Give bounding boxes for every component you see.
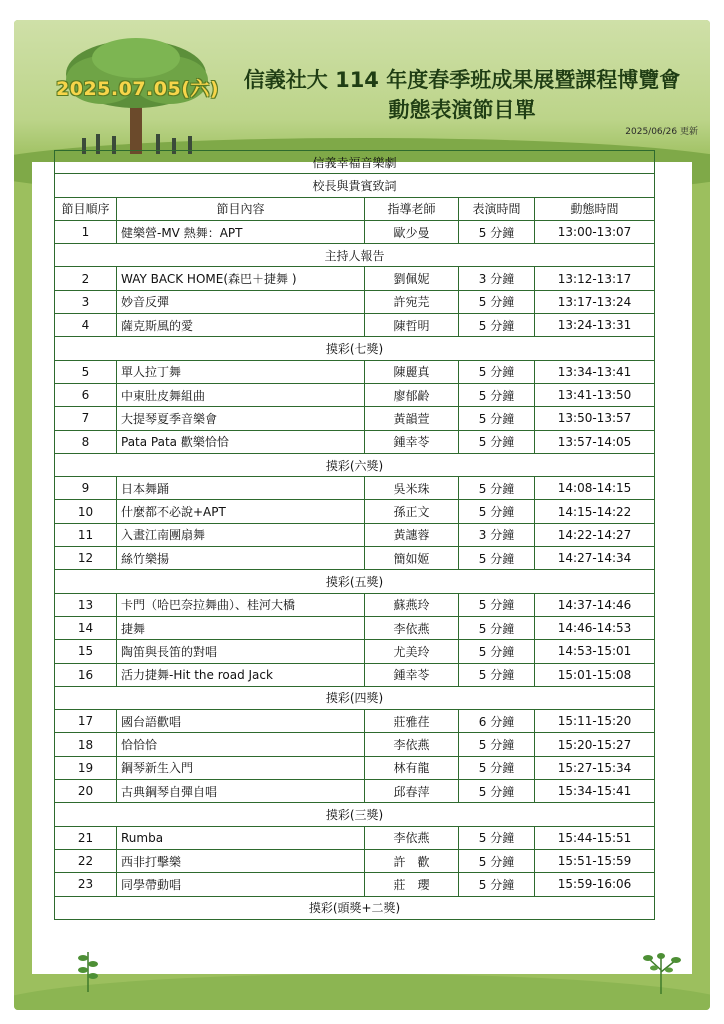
program-no: 15 <box>55 640 117 663</box>
program-duration: 5 分鐘 <box>459 616 535 639</box>
header-program: 節目內容 <box>117 197 365 220</box>
program-duration: 5 分鐘 <box>459 383 535 406</box>
program-no: 1 <box>55 220 117 243</box>
program-duration: 5 分鐘 <box>459 593 535 616</box>
header-no: 節目順序 <box>55 197 117 220</box>
table-row <box>55 360 655 383</box>
intro-opening-row <box>55 151 655 174</box>
program-time: 13:50-13:57 <box>535 407 655 430</box>
raffle-section-row <box>55 570 655 593</box>
program-time: 13:57-14:05 <box>535 430 655 453</box>
program-teacher: 邱春萍 <box>365 780 459 803</box>
program-name: 妙音反彈 <box>117 290 365 313</box>
program-teacher: 李依燕 <box>365 616 459 639</box>
program-no: 5 <box>55 360 117 383</box>
program-teacher: 劉佩妮 <box>365 267 459 290</box>
program-duration: 3 分鐘 <box>459 523 535 546</box>
program-schedule-table <box>54 150 655 920</box>
program-duration: 5 分鐘 <box>459 290 535 313</box>
program-name: 西非打擊樂 <box>117 849 365 872</box>
program-time: 14:53-15:01 <box>535 640 655 663</box>
program-teacher: 許宛芫 <box>365 290 459 313</box>
program-duration: 5 分鐘 <box>459 547 535 570</box>
raffle-section-row <box>55 337 655 360</box>
host-report-row <box>55 244 655 267</box>
program-teacher: 林有龍 <box>365 756 459 779</box>
program-duration: 5 分鐘 <box>459 663 535 686</box>
header-duration: 表演時間 <box>459 197 535 220</box>
program-time: 15:59-16:06 <box>535 873 655 896</box>
program-duration: 5 分鐘 <box>459 430 535 453</box>
program-no: 23 <box>55 873 117 896</box>
program-teacher: 簡如姬 <box>365 547 459 570</box>
program-no: 16 <box>55 663 117 686</box>
program-time: 13:24-13:31 <box>535 314 655 337</box>
program-name: 日本舞踊 <box>117 477 365 500</box>
program-no: 4 <box>55 314 117 337</box>
program-no: 13 <box>55 593 117 616</box>
column-header-row <box>55 197 655 220</box>
program-no: 7 <box>55 407 117 430</box>
program-duration: 5 分鐘 <box>459 756 535 779</box>
program-name: 陶笛與長笛的對唱 <box>117 640 365 663</box>
program-duration: 5 分鐘 <box>459 780 535 803</box>
program-time: 14:15-14:22 <box>535 500 655 523</box>
program-name: 古典鋼琴自彈自唱 <box>117 780 365 803</box>
table-row <box>55 780 655 803</box>
date-badge: 2025.07.05(六) <box>56 78 220 100</box>
program-time: 13:34-13:41 <box>535 360 655 383</box>
table-row <box>55 640 655 663</box>
raffle-section-row <box>55 453 655 476</box>
program-duration: 5 分鐘 <box>459 873 535 896</box>
update-date: 2025/06/26 更新 <box>625 127 698 137</box>
program-teacher: 鍾幸苓 <box>365 663 459 686</box>
table-row <box>55 710 655 733</box>
program-name: 絲竹樂揚 <box>117 547 365 570</box>
program-name: 什麼都不必說+APT <box>117 500 365 523</box>
program-name: 恰恰恰 <box>117 733 365 756</box>
program-no: 6 <box>55 383 117 406</box>
opening-label: 信義幸福音樂劇 <box>55 151 655 174</box>
program-no: 17 <box>55 710 117 733</box>
program-duration: 5 分鐘 <box>459 407 535 430</box>
table-row <box>55 756 655 779</box>
table-row <box>55 663 655 686</box>
program-no: 9 <box>55 477 117 500</box>
program-time: 14:22-14:27 <box>535 523 655 546</box>
table-row <box>55 593 655 616</box>
program-name: 入畫江南團扇舞 <box>117 523 365 546</box>
program-no: 21 <box>55 826 117 849</box>
program-teacher: 蘇燕玲 <box>365 593 459 616</box>
program-name: 活力捷舞-Hit the road Jack <box>117 663 365 686</box>
table-row <box>55 826 655 849</box>
table-row <box>55 849 655 872</box>
table-row <box>55 267 655 290</box>
program-no: 2 <box>55 267 117 290</box>
program-no: 12 <box>55 547 117 570</box>
program-time: 13:12-13:17 <box>535 267 655 290</box>
program-no: 10 <box>55 500 117 523</box>
intro-speech-row <box>55 174 655 197</box>
table-row <box>55 220 655 243</box>
program-duration: 5 分鐘 <box>459 640 535 663</box>
leaf-sprig-left-icon <box>76 948 100 992</box>
program-time: 13:00-13:07 <box>535 220 655 243</box>
program-teacher: 黃譓蓉 <box>365 523 459 546</box>
table-row <box>55 523 655 546</box>
header-teacher: 指導老師 <box>365 197 459 220</box>
program-no: 22 <box>55 849 117 872</box>
program-no: 11 <box>55 523 117 546</box>
program-teacher: 尤美玲 <box>365 640 459 663</box>
table-row <box>55 430 655 453</box>
header-time: 動態時間 <box>535 197 655 220</box>
program-teacher: 莊 瓔 <box>365 873 459 896</box>
table-row <box>55 547 655 570</box>
program-name: 大提琴夏季音樂會 <box>117 407 365 430</box>
raffle-section-label: 摸彩(七獎) <box>55 337 655 360</box>
program-duration: 5 分鐘 <box>459 826 535 849</box>
raffle-section-label: 摸彩(四獎) <box>55 686 655 709</box>
raffle-section-label: 摸彩(頭獎+二獎) <box>55 896 655 919</box>
program-name: 健樂營-MV 熱舞：APT <box>117 220 365 243</box>
program-name: Rumba <box>117 826 365 849</box>
program-teacher: 鍾幸苓 <box>365 430 459 453</box>
raffle-section-label: 摸彩(三獎) <box>55 803 655 826</box>
table-row <box>55 477 655 500</box>
page-title: 信義社大 114 年度春季班成果展暨課程博覽會 <box>243 68 681 92</box>
program-name: 鋼琴新生入門 <box>117 756 365 779</box>
table-row <box>55 407 655 430</box>
program-teacher: 陳哲明 <box>365 314 459 337</box>
program-name: 薩克斯風的愛 <box>117 314 365 337</box>
leaf-sprig-right-icon <box>636 950 686 994</box>
program-time: 14:46-14:53 <box>535 616 655 639</box>
program-time: 15:34-15:41 <box>535 780 655 803</box>
program-no: 20 <box>55 780 117 803</box>
raffle-section-row <box>55 896 655 919</box>
program-teacher: 孫正文 <box>365 500 459 523</box>
table-row <box>55 873 655 896</box>
program-no: 18 <box>55 733 117 756</box>
program-name: 單人拉丁舞 <box>117 360 365 383</box>
program-time: 14:08-14:15 <box>535 477 655 500</box>
table-row <box>55 314 655 337</box>
program-teacher: 廖郁齡 <box>365 383 459 406</box>
program-teacher: 吳米珠 <box>365 477 459 500</box>
program-no: 14 <box>55 616 117 639</box>
page-subtitle: 動態表演節目單 <box>388 98 536 122</box>
table-row <box>55 290 655 313</box>
program-duration: 5 分鐘 <box>459 500 535 523</box>
program-time: 15:44-15:51 <box>535 826 655 849</box>
raffle-section-label: 摸彩(五獎) <box>55 570 655 593</box>
program-no: 8 <box>55 430 117 453</box>
program-name: 同學帶動唱 <box>117 873 365 896</box>
program-time: 13:41-13:50 <box>535 383 655 406</box>
program-duration: 5 分鐘 <box>459 314 535 337</box>
program-time: 13:17-13:24 <box>535 290 655 313</box>
program-time: 15:51-15:59 <box>535 849 655 872</box>
program-teacher: 黃韻萱 <box>365 407 459 430</box>
program-name: 國台語歡唱 <box>117 710 365 733</box>
program-name: Pata Pata 歡樂恰恰 <box>117 430 365 453</box>
table-row <box>55 616 655 639</box>
program-duration: 6 分鐘 <box>459 710 535 733</box>
program-time: 15:27-15:34 <box>535 756 655 779</box>
program-name: 卡門（哈巴奈拉舞曲）、桂河大橋 <box>117 593 365 616</box>
program-duration: 5 分鐘 <box>459 849 535 872</box>
program-teacher: 莊雅荏 <box>365 710 459 733</box>
program-duration: 3 分鐘 <box>459 267 535 290</box>
program-time: 15:20-15:27 <box>535 733 655 756</box>
table-row <box>55 383 655 406</box>
footer-hill <box>14 974 710 1010</box>
program-time: 15:11-15:20 <box>535 710 655 733</box>
program-teacher: 李依燕 <box>365 733 459 756</box>
host-report-label: 主持人報告 <box>55 244 655 267</box>
program-time: 15:01-15:08 <box>535 663 655 686</box>
program-duration: 5 分鐘 <box>459 220 535 243</box>
program-duration: 5 分鐘 <box>459 477 535 500</box>
program-name: 捷舞 <box>117 616 365 639</box>
program-teacher: 陳麗真 <box>365 360 459 383</box>
program-no: 3 <box>55 290 117 313</box>
program-duration: 5 分鐘 <box>459 733 535 756</box>
program-name: WAY BACK HOME(森巴＋捷舞 ) <box>117 267 365 290</box>
program-no: 19 <box>55 756 117 779</box>
program-duration: 5 分鐘 <box>459 360 535 383</box>
program-teacher: 李依燕 <box>365 826 459 849</box>
program-name: 中東肚皮舞組曲 <box>117 383 365 406</box>
raffle-section-row <box>55 803 655 826</box>
program-teacher: 歐少曼 <box>365 220 459 243</box>
table-row <box>55 733 655 756</box>
table-row <box>55 500 655 523</box>
raffle-section-label: 摸彩(六獎) <box>55 453 655 476</box>
program-time: 14:37-14:46 <box>535 593 655 616</box>
program-teacher: 許 歡 <box>365 849 459 872</box>
program-time: 14:27-14:34 <box>535 547 655 570</box>
raffle-section-row <box>55 686 655 709</box>
speech-label: 校長與貴賓致詞 <box>55 174 655 197</box>
